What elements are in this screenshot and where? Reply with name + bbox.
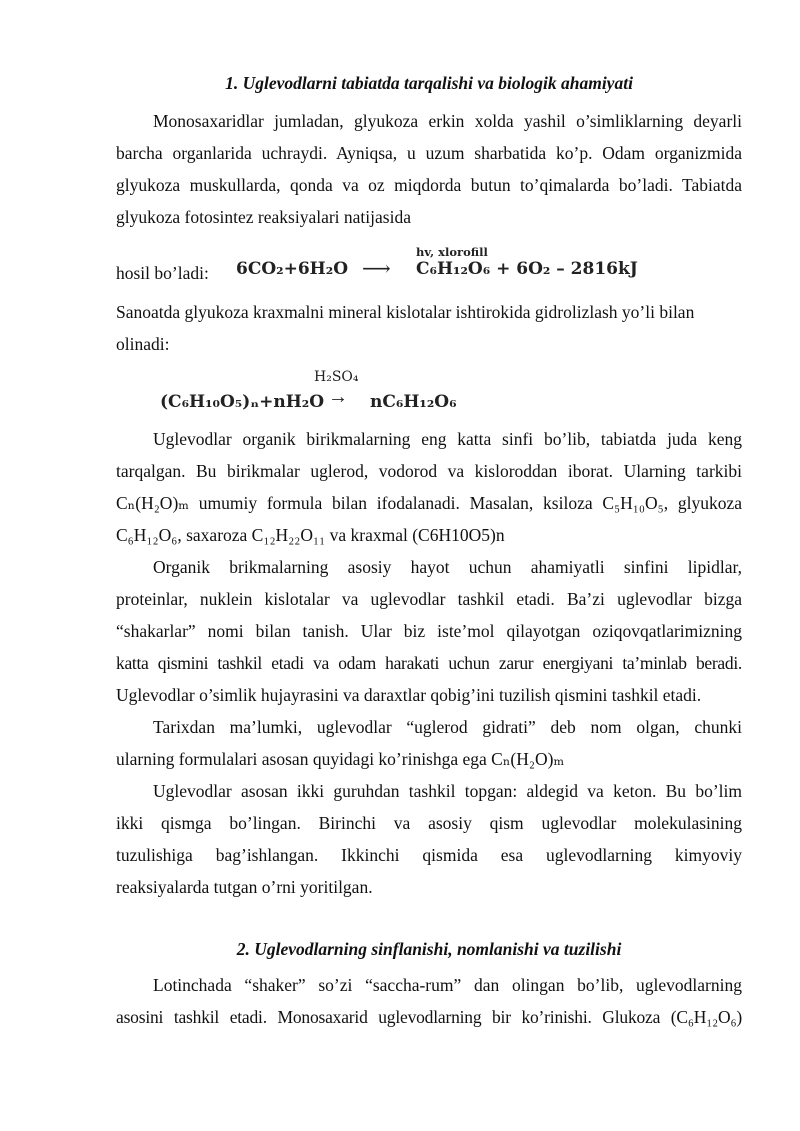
equation-reactants: (C₆H₁₀O₅)ₙ+nH₂O bbox=[160, 392, 325, 412]
equation-condition: H₂SO₄ bbox=[314, 369, 359, 385]
hosil-label: hosil bo’ladi: bbox=[116, 263, 209, 283]
text-line: proteinlar, nuklein kislotalar va uglevodlar tashkil etadi. Ba’zi uglevodlar bizga bbox=[116, 589, 742, 609]
text-line: asosini tashkil etadi. Monosaxarid uglevodlarning bir ko’rinishi. Glukoza (C₆H₁₂O₆) bbox=[116, 1007, 742, 1027]
text-line: “shakarlar” nomi bilan tanish. Ular biz iste’mol qilayotgan oziqovqatlarimizning bbox=[116, 621, 742, 641]
text-line: Tarixdan ma’lumki, uglevodlar “uglerod gidrati” deb nom olgan, chunki bbox=[153, 717, 742, 737]
text-line: reaksiyalarda tutgan o’rni yoritilgan. bbox=[116, 877, 373, 897]
text-line: Cₙ(H₂O)ₘ umumiy formula bilan ifodalanadi. Masalan, ksiloza C₅H₁₀O₅, glyukoza bbox=[116, 493, 742, 513]
text-line: tarqalgan. Bu birikmalar uglerod, vodorod va kisloroddan iborat. Ularning tarkibi bbox=[116, 461, 742, 481]
text-line: C₆H₁₂O₆, saxaroza C₁₂H₂₂O₁₁ va kraxmal (C6H10O5)n bbox=[116, 525, 505, 545]
equation-reactants: 6CO₂+6H₂O bbox=[236, 259, 349, 279]
text-line: Lotinchada “shaker” so’zi “saccha-rum” dan olingan bo’lib, uglevodlarning bbox=[153, 975, 742, 995]
reaction-arrow-icon: → bbox=[328, 386, 348, 408]
section-1-title: 1. Uglevodlarni tabiatda tarqalishi va biologik ahamiyati bbox=[225, 73, 633, 93]
text-line: ikki qismga bo’lingan. Birinchi va asosiy qism uglevodlar molekulasining bbox=[116, 813, 742, 833]
text-line: Organik brikmalarning asosiy hayot uchun ahamiyatli sinfini lipidlar, bbox=[153, 557, 742, 577]
text-line: Monosaxaridlar jumladan, glyukoza erkin xolda yashil o’simliklarning deyarli bbox=[153, 111, 742, 131]
equation-products: C₆H₁₂O₆ + 6O₂ – 2816kJ bbox=[416, 259, 638, 279]
text-line: Sanoatda glyukoza kraxmalni mineral kislotalar ishtirokida gidrolizlash yo’li bilan bbox=[116, 302, 695, 322]
text-line: katta qismini tashkil etadi va odam harakati uchun zarur energiyani ta’minlab beradi. bbox=[116, 653, 742, 673]
equation-products: nC₆H₁₂O₆ bbox=[370, 392, 457, 412]
text-line: tuzulishiga bag’ishlangan. Ikkinchi qismida esa uglevodlarning kimyoviy bbox=[116, 845, 742, 865]
text-line: glyukoza muskullarda, qonda va oz miqdorda butun to’qimalarda bo’ladi. Tabiatda bbox=[116, 175, 742, 195]
text-line: barcha organlarida uchraydi. Ayniqsa, u uzum sharbatida ko’p. Odam organizmida bbox=[116, 143, 742, 163]
section-2-title: 2. Uglevodlarning sinflanishi, nomlanishi va tuzilishi bbox=[236, 939, 622, 959]
text-line: ularning formulalari asosan quyidagi ko’rinishga ega Cₙ(H₂O)ₘ bbox=[116, 749, 565, 769]
reaction-arrow-icon: ⟶ bbox=[362, 258, 391, 280]
equation-condition: hv, xlorofill bbox=[416, 245, 488, 259]
text-line: Uglevodlar o’simlik hujayrasini va daraxtlar qobig’ini tuzilish qismini tashkil etadi. bbox=[116, 685, 702, 705]
text-line: glyukoza fotosintez reaksiyalari natijasida bbox=[116, 207, 411, 227]
text-line: olinadi: bbox=[116, 334, 170, 354]
text-line: Uglevodlar asosan ikki guruhdan tashkil topgan: aldegid va keton. Bu bo’lim bbox=[153, 781, 742, 801]
text-line: Uglevodlar organik birikmalarning eng katta sinfi bo’lib, tabiatda juda keng bbox=[153, 429, 742, 449]
